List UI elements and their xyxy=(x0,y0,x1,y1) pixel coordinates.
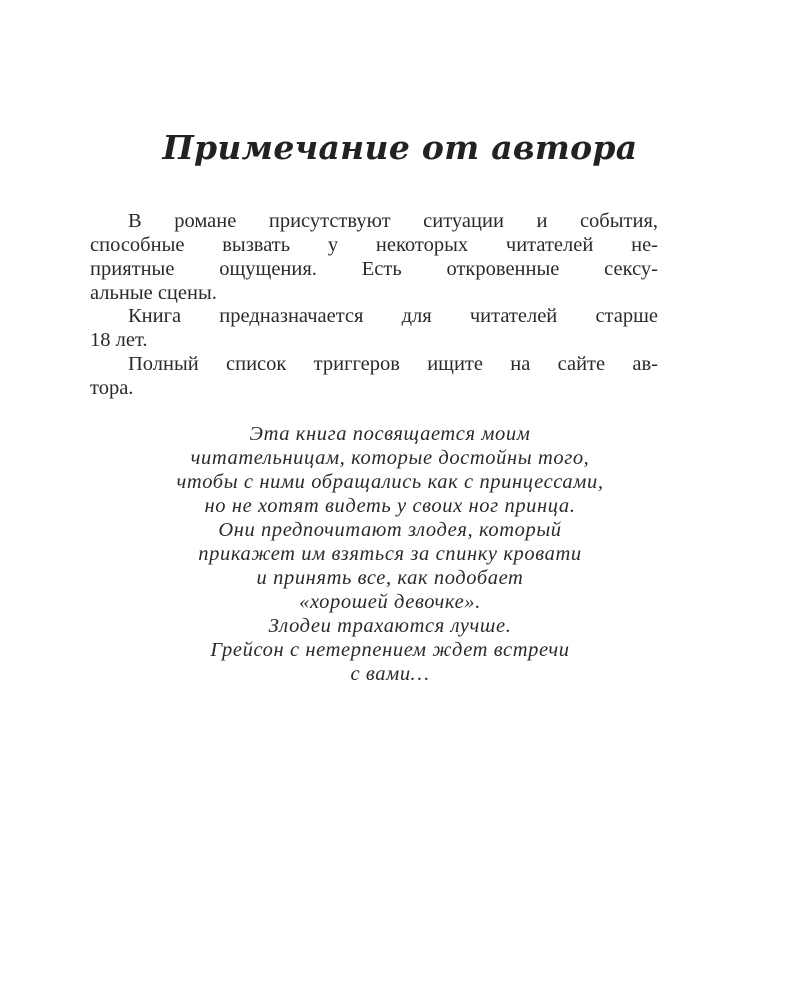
note-line: 18 лет. xyxy=(90,329,148,351)
note-line: Книга предназначается для читателей старше xyxy=(128,305,658,327)
dedication-line: прикажет им взяться за спинку кровати xyxy=(198,543,582,565)
note-line: тора. xyxy=(90,377,134,399)
note-line: способные вызвать у некоторых читателей не- xyxy=(90,234,658,256)
dedication-line: и принять все, как подобает xyxy=(256,567,524,589)
page-title: Примечание от автора xyxy=(162,128,638,167)
dedication-line: Эта книга посвящается моим xyxy=(249,423,531,445)
dedication-line: Они предпочитают злодея, который xyxy=(218,519,562,541)
dedication-line: Грейсон с нетерпением ждет встречи xyxy=(210,639,570,661)
dedication-line: «хорошей девочке». xyxy=(299,591,481,613)
dedication-line: с вами… xyxy=(350,663,430,685)
dedication-line: Злодеи трахаются лучше. xyxy=(268,615,512,637)
dedication-line: чтобы с ними обращались как с принцессами, xyxy=(176,471,604,493)
dedication-line: но не хотят видеть у своих ног принца. xyxy=(204,495,576,517)
note-line: Полный список триггеров ищите на сайте ав- xyxy=(128,353,658,375)
note-line: приятные ощущения. Есть откровенные сексу- xyxy=(90,258,658,280)
note-line: В романе присутствуют ситуации и события, xyxy=(128,210,658,232)
note-line: альные сцены. xyxy=(90,282,217,304)
dedication-line: читательницам, которые достойны того, xyxy=(190,447,590,469)
